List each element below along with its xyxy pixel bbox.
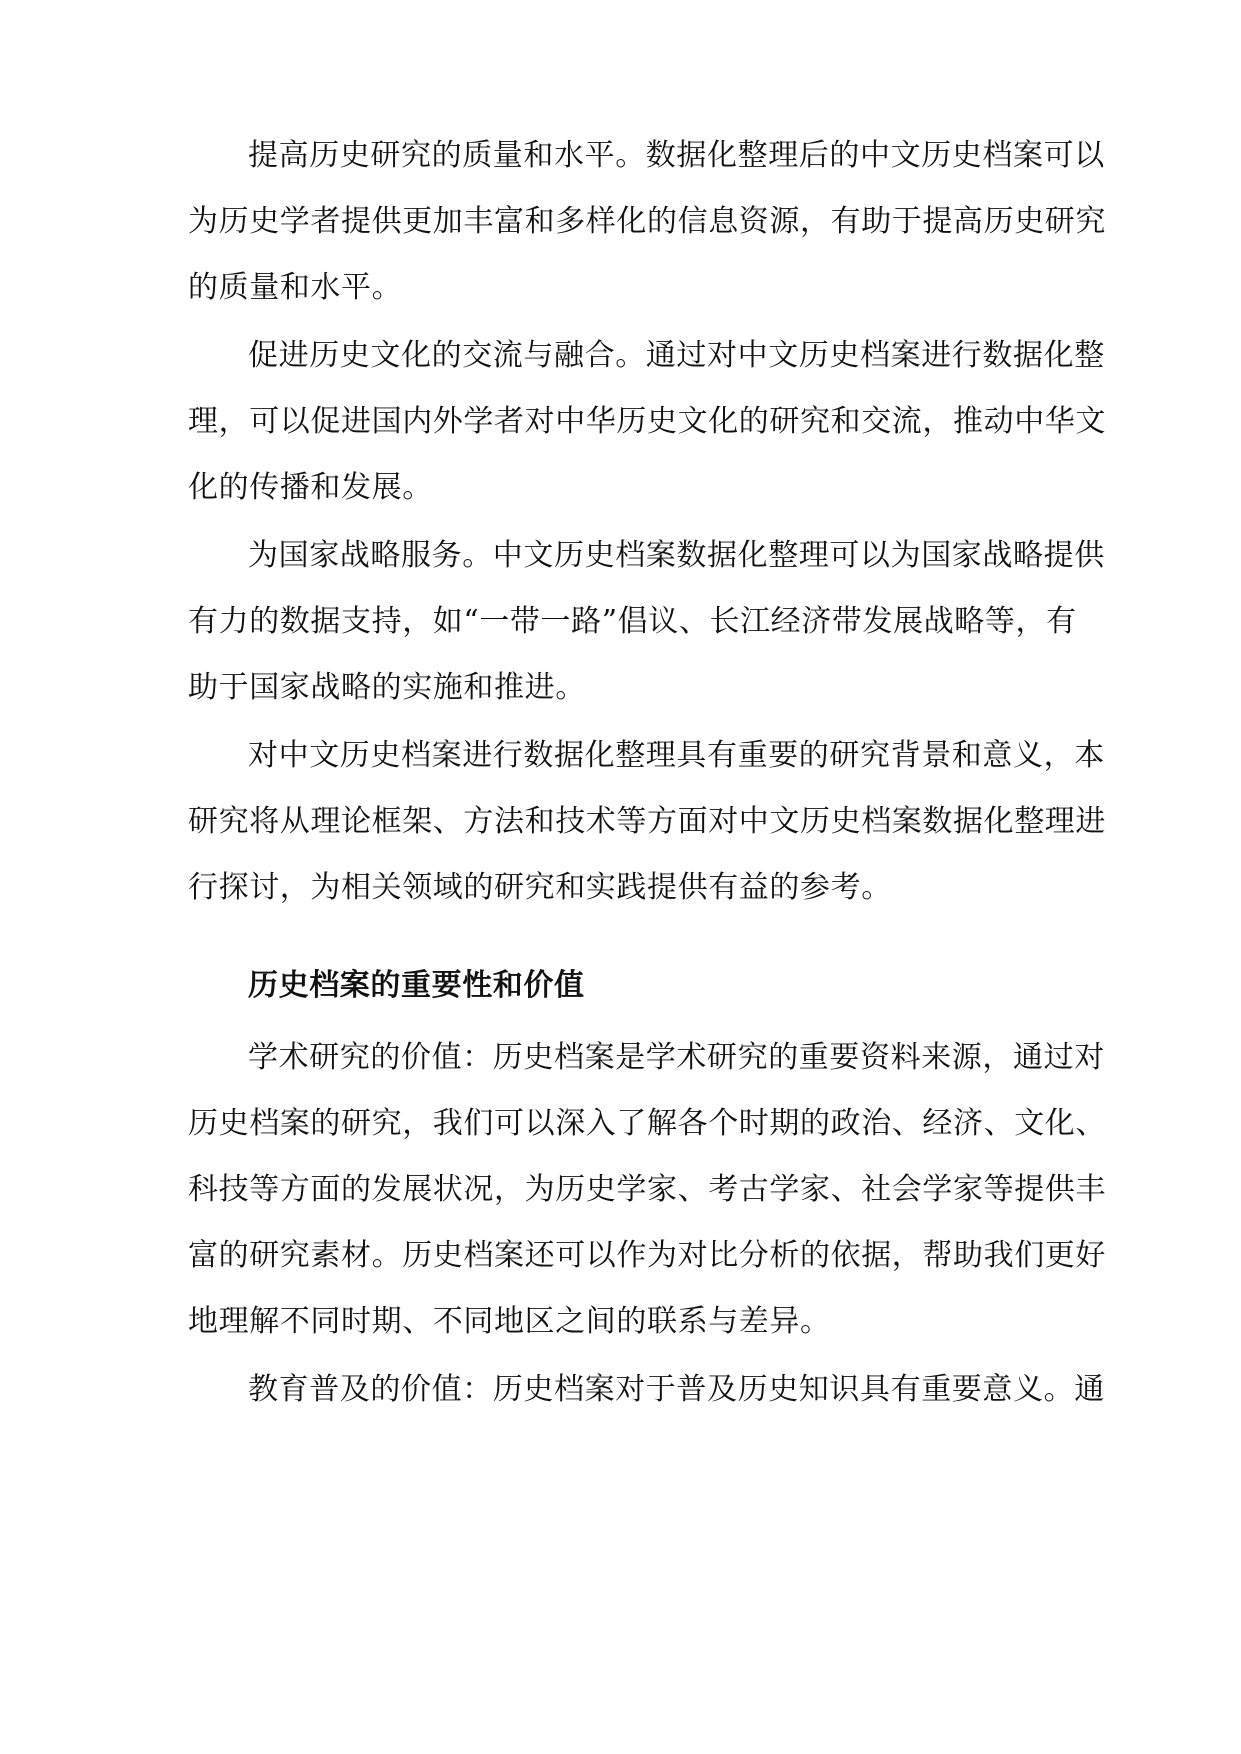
paragraph-2-line-3: 化的传播和发展。: [188, 470, 433, 505]
section-heading: 历史档案的重要性和价值: [248, 968, 585, 1003]
section-paragraph-1-line-4: 富的研究素材。历史档案还可以作为对比分析的依据，帮助我们更好: [188, 1238, 1106, 1273]
section-paragraph-2-line-1: 教育普及的价值：历史档案对于普及历史知识具有重要意义。通: [248, 1372, 1105, 1407]
section-paragraph-1-line-1: 学术研究的价值：历史档案是学术研究的重要资料来源，通过对: [248, 1040, 1105, 1075]
paragraph-4-line-3: 行探讨，为相关领域的研究和实践提供有益的参考。: [188, 870, 892, 905]
paragraph-1-line-3: 的质量和水平。: [188, 270, 403, 305]
paragraph-4-line-1: 对中文历史档案进行数据化整理具有重要的研究背景和意义，本: [248, 738, 1105, 773]
paragraph-3-line-3: 助于国家战略的实施和推进。: [188, 670, 586, 705]
paragraph-2-line-2: 理，可以促进国内外学者对中华历史文化的研究和交流，推动中华文: [188, 404, 1106, 439]
paragraph-4-line-2: 研究将从理论框架、方法和技术等方面对中文历史档案数据化整理进: [188, 804, 1106, 839]
paragraph-1-line-2: 为历史学者提供更加丰富和多样化的信息资源，有助于提高历史研究: [188, 204, 1106, 239]
section-paragraph-1-line-5: 地理解不同时期、不同地区之间的联系与差异。: [188, 1304, 831, 1339]
paragraph-1-line-1: 提高历史研究的质量和水平。数据化整理后的中文历史档案可以: [248, 138, 1105, 173]
section-paragraph-1-line-2: 历史档案的研究，我们可以深入了解各个时期的政治、经济、文化、: [188, 1106, 1106, 1141]
section-paragraph-1-line-3: 科技等方面的发展状况，为历史学家、考古学家、社会学家等提供丰: [188, 1172, 1106, 1207]
paragraph-3-line-2: 有力的数据支持，如“一带一路”倡议、长江经济带发展战略等，有: [188, 604, 1077, 639]
paragraph-2-line-1: 促进历史文化的交流与融合。通过对中文历史档案进行数据化整: [248, 338, 1105, 373]
paragraph-3-line-1: 为国家战略服务。中文历史档案数据化整理可以为国家战略提供: [248, 538, 1105, 573]
